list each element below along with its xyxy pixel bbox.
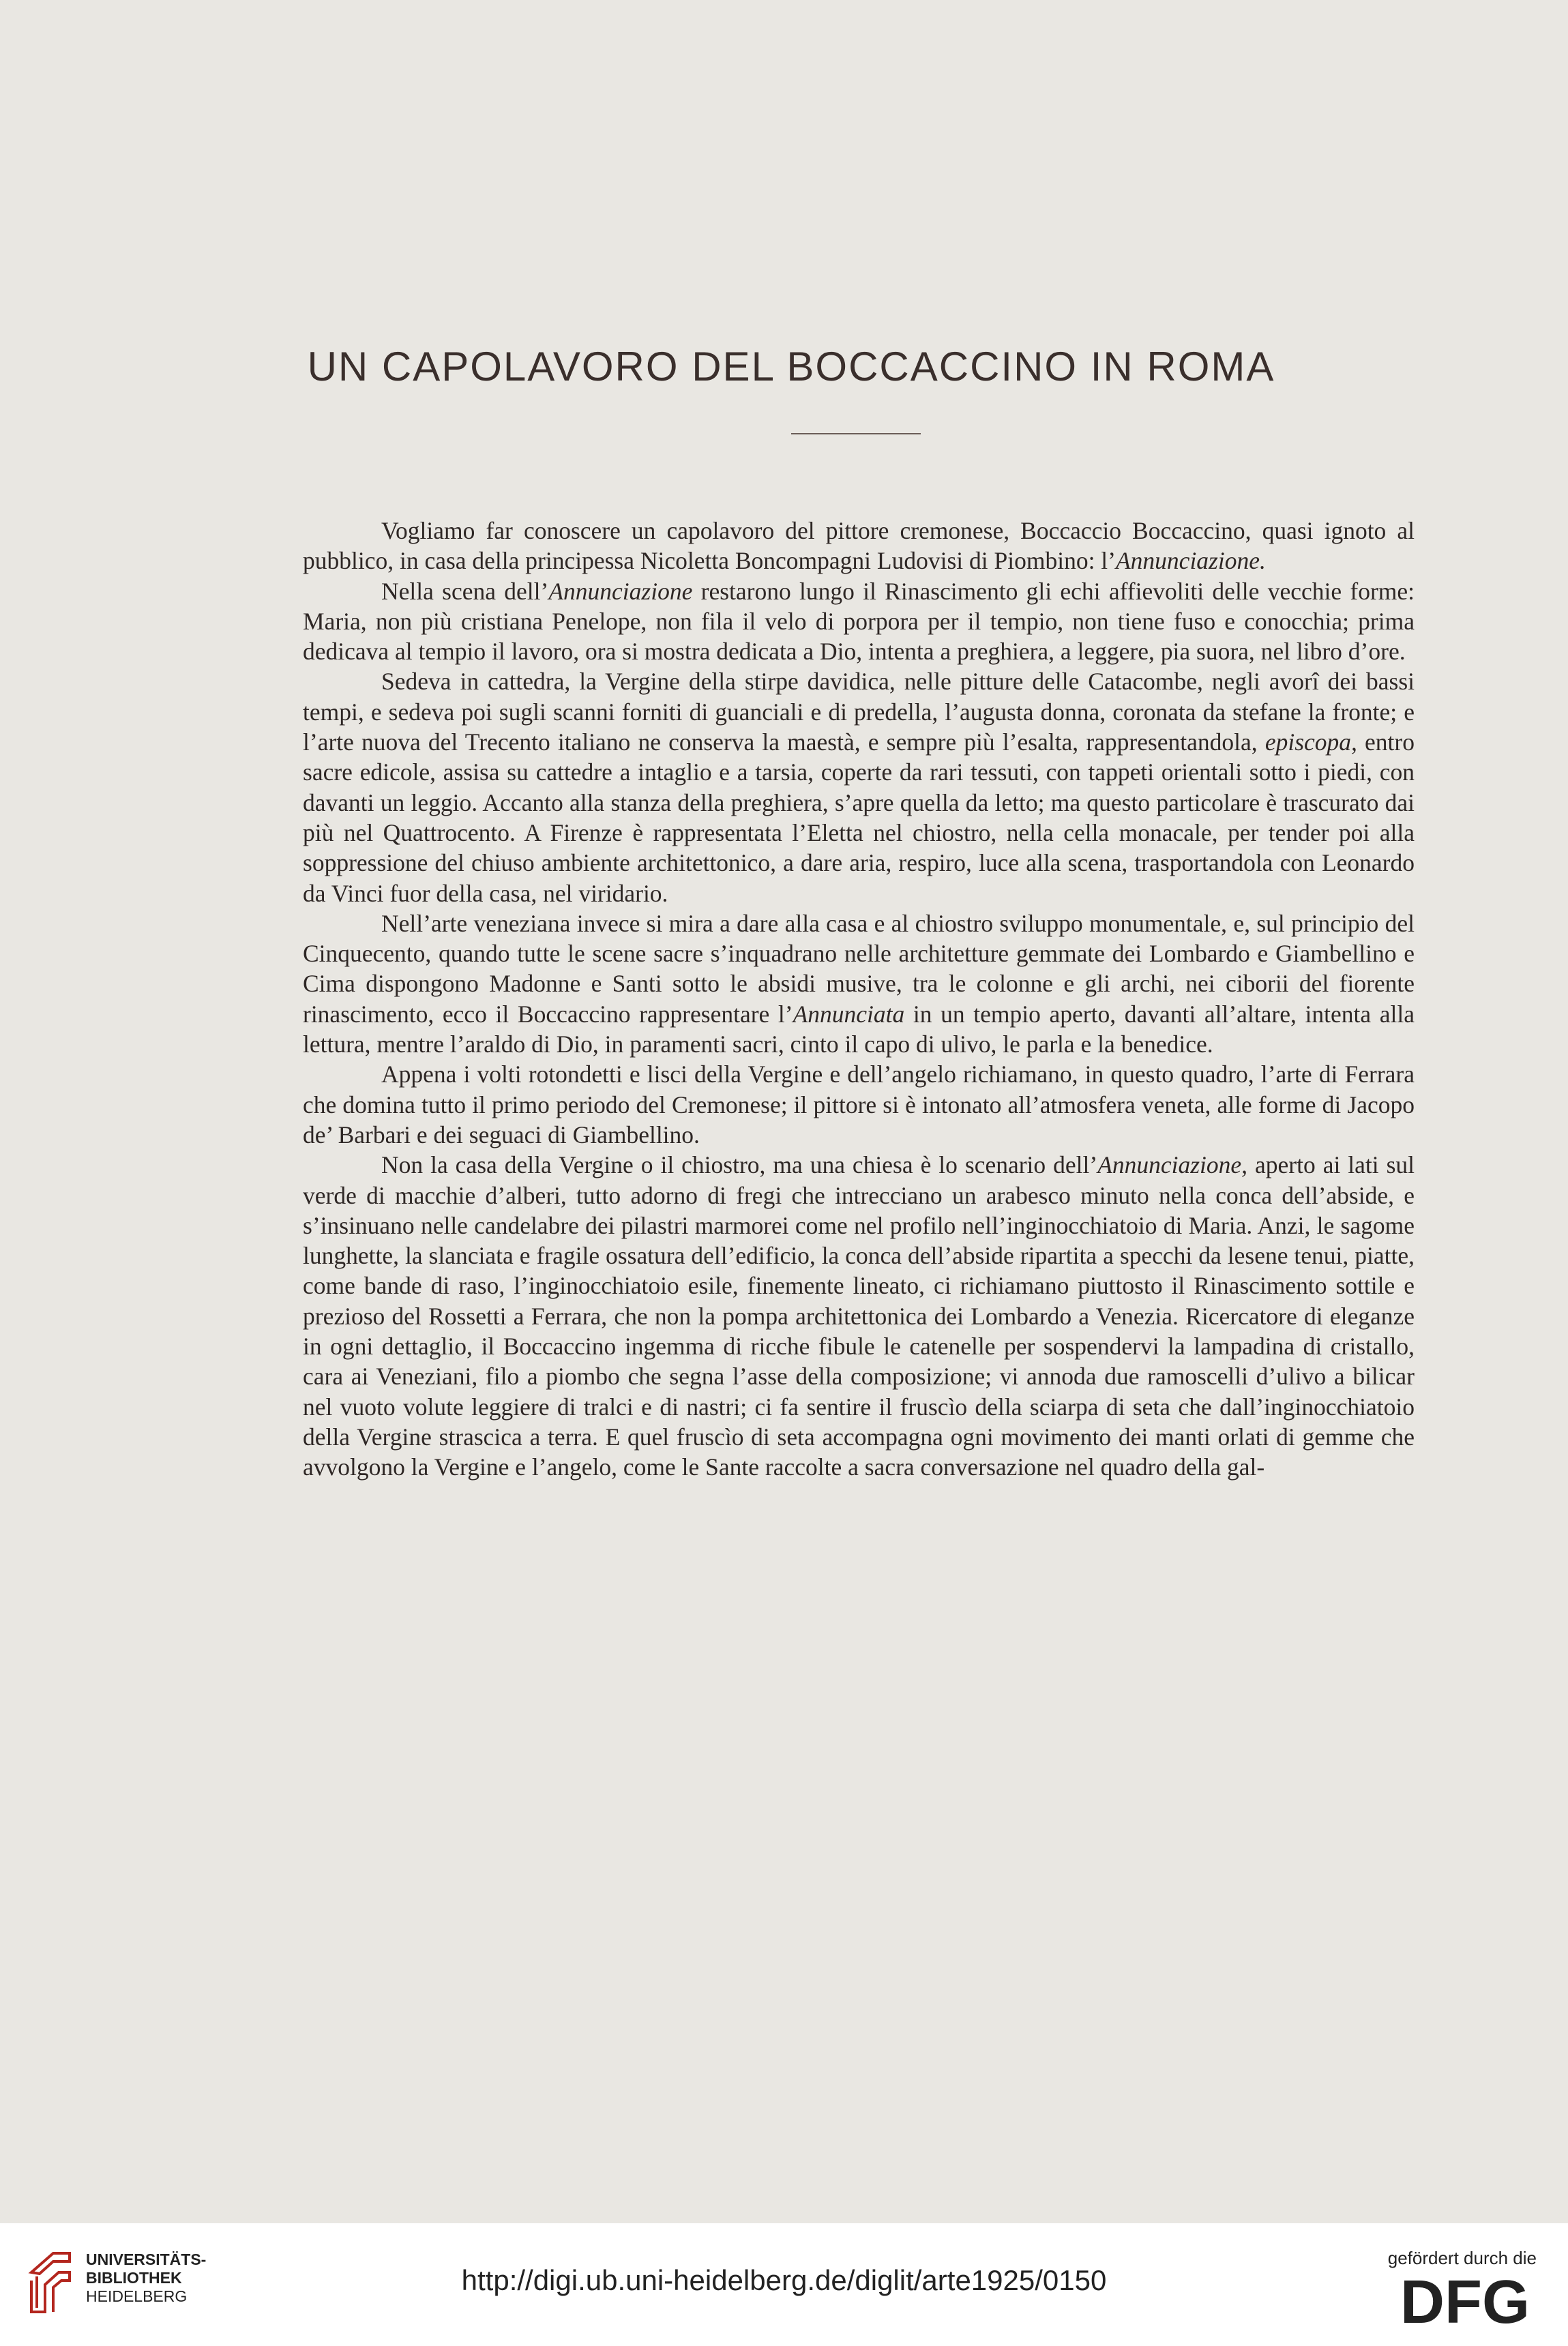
funding-caption: gefördert durch die <box>1387 2248 1537 2268</box>
italic-text: Annunciata <box>793 1000 905 1028</box>
paragraph-text: in un tempio aperto, davanti all’altare, intenta alla lettura, mentre l’araldo di Dio, in paramenti sacri, cinto il capo di ulivo, le parla e la benedice. <box>303 1000 1415 1058</box>
italic-text: Annunciazione, <box>1097 1151 1248 1179</box>
article-body <box>303 516 1415 1483</box>
italic-text: Annunciazione <box>548 577 693 605</box>
paragraph-text: restarono lungo il Rinascimento gli echi affievoliti delle vecchie forme: Maria, non più cristiana Penelope, non fila il velo di porpora per il tempio, non tiene fuso e conocchia; prima dedicava al tempio il lavoro, ora si mostra dedicata a Dio, intenta a preghiera, a leggere, pia suora, nel libro d’ore. <box>303 577 1415 666</box>
dfg-logo-text: DFG <box>1400 2274 1530 2328</box>
footer-bar <box>0 2223 1568 2346</box>
title-divider <box>791 433 921 434</box>
dfg-logo-icon[interactable] <box>1393 2274 1537 2328</box>
paragraph-text: Sedeva in cattedra, la Vergine della stirpe davidica, nelle pitture delle Catacombe, negli avorî dei bassi tempi, e sedeva poi sugli scanni forniti di guanciali e di predella, l’augusta donna, coronata da stefane la fronte; e l’arte nuova del Trecento italiano ne conserva la maestà, e sempre più l’esalta, rappresentandola, <box>303 668 1415 756</box>
paragraph <box>303 1150 1415 1482</box>
paragraph-text: Appena i volti rotondetti e lisci della Vergine e dell’angelo richiamano, in questo quadro, l’arte di Ferrara che domina tutto il primo periodo del Cremonese; il pittore si è intonato all’atmosfera veneta, alle forme di Jacopo de’ Barbari e dei seguaci di Giambellino. <box>303 1060 1415 1148</box>
library-name-line2: BIBLIOTHEK <box>86 2269 182 2287</box>
article-title: UN CAPOLAVORO DEL BOCCACCINO IN ROMA <box>307 344 1275 389</box>
permalink-url[interactable]: http://digi.ub.uni-heidelberg.de/diglit/arte1925/0150 <box>461 2264 1107 2296</box>
paragraph-text: Nella scena dell’ <box>381 577 549 605</box>
paragraph <box>303 1059 1415 1150</box>
paragraph <box>303 666 1415 908</box>
paragraph <box>303 908 1415 1059</box>
italic-text: episcopa, <box>1264 728 1357 756</box>
paragraph-text: Nell’arte veneziana invece si mira a dare alla casa e al chiostro sviluppo monumentale, e, sul principio del Cinquecento, quando tutte le scene sacre s’inquadrano nelle architetture gemmate dei Lombardo e Giambellino e Cima dispongono Madonne e Santi sotto le absidi musive, tra le colonne e gli archi, nei ciborii del fiorente rinascimento, ecco il Boccaccino rappresentare l’ <box>303 909 1415 1028</box>
paragraph <box>303 516 1415 576</box>
paragraph <box>303 576 1415 667</box>
paragraph-text: entro sacre edicole, assisa su cattedre a intaglio e a tarsia, coperte da rari tessuti, con tappeti orientali sotto i piedi, con davanti un leggio. Accanto alla stanza della preghiera, s’apre quella da letto; ma questo particolare è trascurato dai più nel Quattrocento. A Firenze è rappresentata l’Eletta nel chiostro, nella cella monacale, per tender poi alla soppressione del chiuso ambiente architettonico, a dare aria, respiro, luce alla scena, trasportandola con Leonardo da Vinci fuor della casa, nel viridario. <box>303 728 1415 907</box>
paragraph-text: Vogliamo far conoscere un capolavoro del pittore cremonese, Boccaccio Boccaccino, quasi ignoto al pubblico, in casa della principessa Nicoletta Boncompagni Ludovisi di Piombino: l’ <box>303 517 1415 575</box>
paragraph-text: aperto ai lati sul verde di macchie d’alberi, tutto adorno di fregi che intrecciano un arabesco minuto nella conca dell’abside, e s’insinuano nelle candelabre dei pilastri marmorei come nel profilo nell’inginocchiatoio di Maria. Anzi, le sagome lunghette, la slanciata e fragile ossatura dell’edificio, la conca dell’abside ripartita a specchi da lesene tenui, piatte, come bande di raso, l’inginocchiatoio esile, finemente lineato, ci richiamano piuttosto il Rinascimento sottile e prezioso del Rossetti a Ferrara, che non la pompa architettonica dei Lombardo a Venezia. Ricercatore di eleganze in ogni dettaglio, il Boccaccino ingemma di ricche fibule le catenelle per sospendervi la lampadina di cristallo, cara ai Veneziani, filo a piombo che segna l’asse della composizione; vi annoda due ramoscelli d’ulivo a bilicar nel vuoto volute leggiere di tralci e di nastri; ci fa sentire il fruscìo della sciarpa di seta che dall’inginocchiatoio della Vergine strascica a terra. E quel fruscìo di seta accompagna ogni movimento dei manti orlati di gemme che avvolgono la Vergine e l’angelo, come le Sante raccolte a sacra conversazione nel quadro della gal- <box>303 1151 1415 1481</box>
library-name-line3: HEIDELBERG <box>86 2287 188 2305</box>
library-name-line1: UNIVERSITÄTS- <box>86 2251 207 2268</box>
italic-text: Annunciazione. <box>1116 547 1266 575</box>
paragraph-text: Non la casa della Vergine o il chiostro, ma una chiesa è lo scenario dell’ <box>381 1151 1098 1179</box>
